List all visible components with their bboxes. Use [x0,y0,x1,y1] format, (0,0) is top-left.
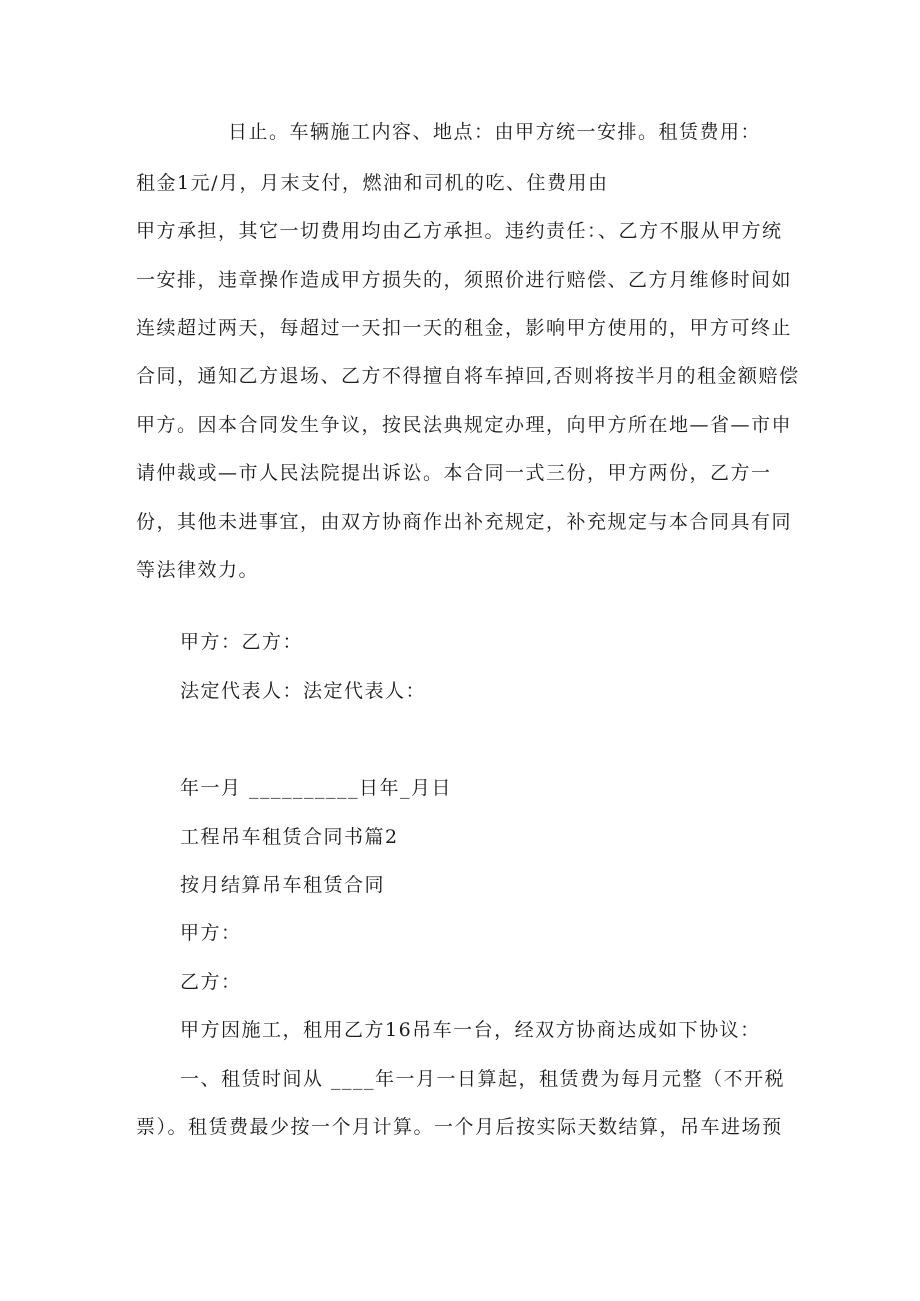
representative-line: 法定代表人：法定代表人： [180,680,427,702]
body-text-line: 甲方承担，其它一切费用均由乙方承担。违约责任：、乙方不服从甲方统 [136,220,783,242]
contract-title: 按月结算吊车租赁合同 [180,874,386,896]
body-text-line: 合同，通知乙方退场、乙方不得擅自将车掉回,否则将按半月的租金额赔偿 [136,365,800,387]
body-text-line: 一、租赁时间从 ____年一月一日算起，租赁费为每月元整（不开税 [180,1068,786,1090]
section-title: 工程吊车租赁合同书篇2 [180,826,399,848]
body-text-line: 一安排，违章操作造成甲方损失的，须照价进行赔偿、乙方月维修时间如 [136,269,793,291]
body-text-line: 甲方。因本合同发生争议，按民法典规定办理，向甲方所在地—省—市申 [136,414,793,436]
body-text-line: 租金1元/月，月末支付，燃油和司机的吃、住费用由 [136,172,609,194]
body-text-line: 日止。车辆施工内容、地点：由甲方统一安排。租赁费用： [228,121,762,143]
party-a-label: 甲方： [180,922,242,944]
party-line: 甲方：乙方： [180,631,304,653]
body-text-line: 等法律效力。 [136,559,260,581]
date-line: 年一月 __________日年_月日 [180,777,453,799]
body-text-line: 甲方因施工，租用乙方16吊车一台，经双方协商达成如下协议： [180,1019,761,1041]
body-text-line: 票）。租赁费最少按一个月计算。一个月后按实际天数结算，吊车进场预 [136,1116,783,1138]
body-text-line: 份，其他未进事宜，由双方协商作出补充规定，补充规定与本合同具有同 [136,511,793,533]
party-b-label: 乙方： [180,971,242,993]
body-text-line: 连续超过两天，每超过一天扣一天的租金，影响甲方使用的，甲方可终止 [136,317,793,339]
body-text-line: 请仲裁或—市人民法院提出诉讼。本合同一式三份，甲方两份，乙方一 [136,462,772,484]
